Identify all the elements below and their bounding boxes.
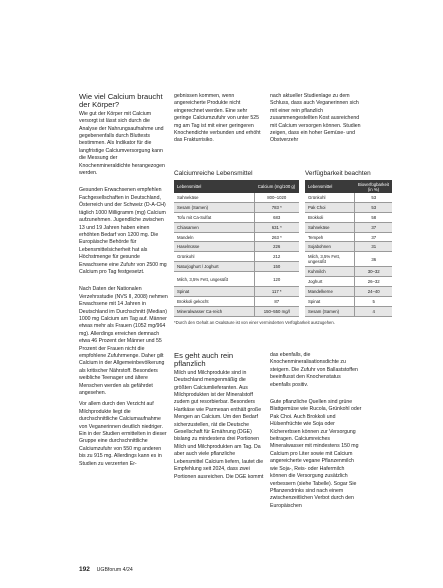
table-row — [305, 212, 392, 222]
table-header-row — [305, 180, 392, 193]
table-row — [174, 232, 299, 242]
table-row — [305, 202, 392, 212]
paragraph: Nach Daten der Nationalen Verzehrsstudie (NVS II, 2008) nehmen Erwachsene mit 14 Jahren in Deutschland im Durchschnitt (Median) 1000 mg Calcium am Tag auf. Männer etwas mehr als Frauen (1052 mg/964 mg). Allerdings erreichen demnach etwa 46 Prozent der Männer und 55 Prozent der Frauen nicht die empfohlene Zufuhrmenge. Daher gilt Calcium in der Allgemeinbevölkerung als kritischer Nährstoff. Besonders weibliche Teenager und ältere Menschen werden als gefährdet angesehen. — [79, 286, 168, 397]
table-row — [174, 262, 299, 272]
column-2-top — [174, 93, 264, 149]
table-cell: 263 * — [254, 232, 299, 242]
table-row — [305, 222, 392, 232]
table-cell: Grünkohl — [174, 252, 254, 262]
column-1 — [79, 93, 169, 472]
paragraph: gebnissen kommen, wenn angereicherte Produkte nicht eingerechnet werden. Eine sehr geringe Calciumzufuhr von unter 525 mg am Tag ist mit einer geringeren Knochendichte verbunden und erhöht das Frakturrisiko. — [174, 93, 261, 144]
page-footer — [79, 566, 133, 573]
table-row — [174, 193, 299, 202]
calcium-foods-table — [174, 180, 299, 317]
table-cell: 53 — [355, 202, 392, 212]
column-header: Calcium (mg/100 g) — [254, 180, 299, 193]
table-cell: Spinat — [305, 297, 355, 307]
table-cell: Mineralwasser Ca-reich — [174, 306, 254, 316]
table-cell: 26–32 — [355, 277, 392, 287]
table-row — [305, 267, 392, 277]
table-cell: 683 — [254, 212, 299, 222]
table-cell: 87 — [254, 297, 299, 307]
table-cell: Joghurt — [305, 277, 355, 287]
table-row — [305, 242, 392, 252]
table-cell: 150–550 mg/l — [254, 306, 299, 316]
table-cell: 4 — [355, 306, 392, 316]
column-header: Lebensmittel — [174, 180, 254, 193]
table-row — [305, 287, 392, 297]
paragraph: Vor allem durch den Verzicht auf Milchprodukte liegt die durchschnittliche Calciumaufnahme von Veganerinnen deutlich niedriger. Ein in der Studien ermittelten in dieser Gruppe eine durchschnittliche Calciumzufuhr von 550 mg anderen bis zu 915 mg. Allerdings kann es in Studien zu verzerrten Er- — [79, 401, 167, 467]
section-heading-plant-based: Es geht auch rein pflanzlich — [174, 351, 234, 369]
table-cell: Haselnüsse — [174, 242, 254, 252]
table-cell: Mandeln — [174, 232, 254, 242]
table-cell: Grünkohl — [305, 193, 355, 202]
column-3-bottom — [270, 352, 362, 514]
paragraph: Gute pflanzliche Quellen sind grüne Blattgemüse wie Rucola, Grünkohl oder Pak Choi. Auch Brokkoli und Hülsenfrüchte wie Soja oder Kichererbsen können zur Versorgung beitragen. Calciumreiches Mineralwasser mit mindestens 150 mg Calcium pro Liter sowie mit Calcium angereicherte vegane Pflanzenmilch wie Soja-, Reis- oder Hafermilch können die Versorgung zusätzlich verbessern (siehe Tabelle). Sogar Sie Pflanzendrinks sind nach einem zwischenzeitlichen Verbot durch den Europäischen — [270, 399, 362, 509]
table-cell: Spinat — [174, 287, 254, 297]
paragraph: Wie gut der Körper mit Calcium versorgt ist lässt sich durch die Analyse der Nahrungsaufnahme und gegebenenfalls durch Bluttests bestimmen. Als Indikator für die langfristige Calciumversorgung kann die Messung der Knochenmineraldichte herangezogen werden. — [79, 110, 165, 177]
table-cell: Tempeh — [305, 232, 355, 242]
table-row — [174, 202, 299, 212]
table-row — [174, 297, 299, 307]
table-cell: Sahnekäse — [305, 222, 355, 232]
table-cell: 36 — [355, 252, 392, 267]
paragraph: nach aktueller Studienlage zu dem Schluss, dass auch Veganerinnen sich mit einer rein pflanzlich zusammengestellten Kost ausreichend mit Calcium versorgen können. Studien zeigen, dass ein hoher Gemüse- und Obstverzehr — [270, 93, 361, 144]
table-cell: 37 — [355, 222, 392, 232]
table-cell: Tofu mit Ca-Sulfat — [174, 212, 254, 222]
table-cell: Kuhmilch — [305, 267, 355, 277]
table-row — [305, 277, 392, 287]
table-cell: 800–1020 — [254, 193, 299, 202]
table-row — [174, 242, 299, 252]
table-row — [174, 306, 299, 316]
table-cell: 631 * — [254, 222, 299, 232]
table-row — [174, 287, 299, 297]
table-cell: Naturjoghurt / Joghurt — [174, 262, 254, 272]
table-cell: 5 — [355, 297, 392, 307]
paragraph: das ebenfalls, die Knochenmineralisationsdichte zu steigern. Die Zufuhr von Ballaststoffen beeinflusst den Knochenstatus ebenfalls positiv. — [270, 352, 358, 388]
table-cell: 24–40 — [355, 287, 392, 297]
table-cell: 117 * — [254, 287, 299, 297]
table-cell: Milch, 3,5% Fett, ungesüßt — [305, 252, 355, 267]
table-cell: Brokkoli gekocht — [174, 297, 254, 307]
table-row — [305, 297, 392, 307]
table-cell: Brokkoli — [305, 212, 355, 222]
table-cell: Milch, 3,5% Fett, ungesüßt — [174, 272, 254, 287]
column-3-top — [270, 93, 362, 149]
table-row — [174, 212, 299, 222]
table-row — [305, 306, 392, 316]
table-cell: Sesam (Samen) — [174, 202, 254, 212]
table-title-bioavailability: Verfügbarkeit beachten — [305, 170, 371, 177]
table-cell: 783 * — [254, 202, 299, 212]
paragraph: Milch und Milchprodukte sind in Deutschland mengenmäßig die größten Calciumlieferanten. Aus Milchprodukten ist der Mineralstoff zudem gut resorbierbar. Besonders Hartkäse wie Parmesan enthält große Mengen an Calcium. Um den Bedarf sicherzustellen, rät die Deutsche Gesellschaft für Ernährung (DGE) bislang zu mindestens drei Portionen Milch und Milchprodukten am Tag. Da aber auch viele pflanzliche Lebensmittel Calcium liefern, lautet die Empfehlung seit 2024, dass zwei Portionen ausreichen. Die DGE kommt — [174, 369, 264, 480]
table-cell: Sahnekäse — [174, 193, 254, 202]
table-cell: Chiasamen — [174, 222, 254, 232]
table-row — [174, 222, 299, 232]
table-row — [305, 252, 392, 267]
table-cell: 53 — [355, 193, 392, 202]
table-cell: 37 — [355, 232, 392, 242]
table-row — [174, 252, 299, 262]
table-header-row — [174, 180, 299, 193]
table-cell: Sojabohnen — [305, 242, 355, 252]
table-cell: Pak Choi — [305, 202, 355, 212]
journal-name: UGBforum 4/24 — [96, 567, 133, 573]
paragraph: Gesunden Erwachsenen empfehlen Fachgesellschaften in Deutschland, Österreich und der Schweiz (D-A-CH) täglich 1000 Milligramm (mg) Calcium aufzunehmen. Jugendliche zwischen 13 und 19 Jahren haben einen erhöhten Bedarf von 1200 mg. Die Europäische Behörde für Lebensmittelsicherheit hat als Höchstmenge für gesunde Erwachsene eine Zufuhr von 2500 mg Calcium pro Tag festgesetzt. — [79, 187, 167, 275]
table-cell: 58 — [355, 212, 392, 222]
table-cell: Mandelkerne — [305, 287, 355, 297]
table-cell: 30–32 — [355, 267, 392, 277]
column-2-bottom — [174, 352, 264, 485]
column-header: Lebensmittel — [305, 180, 355, 193]
table-title-calcium-foods: Calciumreiche Lebensmittel — [174, 170, 253, 177]
bioavailability-table — [305, 180, 392, 317]
table-row — [305, 232, 392, 242]
table-cell: 120 — [254, 272, 299, 287]
page-number: 192 — [79, 566, 90, 573]
table-cell: 150 — [254, 262, 299, 272]
table-row — [305, 193, 392, 202]
table-cell: 226 — [254, 242, 299, 252]
table-cell: 31 — [355, 242, 392, 252]
column-header: Bioverfügbarkeit (in %) — [355, 180, 392, 193]
table-cell: Sesam (Samen) — [305, 306, 355, 316]
table-row — [174, 272, 299, 287]
table-cell: 212 — [254, 252, 299, 262]
section-heading-calcium-need: Wie viel Calcium braucht der Körper? — [79, 92, 163, 110]
table-footnote: *Durch den Gehalt an Oxalsäure ist von einer verminderten Verfügbarkeit auszugehen. — [174, 320, 335, 325]
